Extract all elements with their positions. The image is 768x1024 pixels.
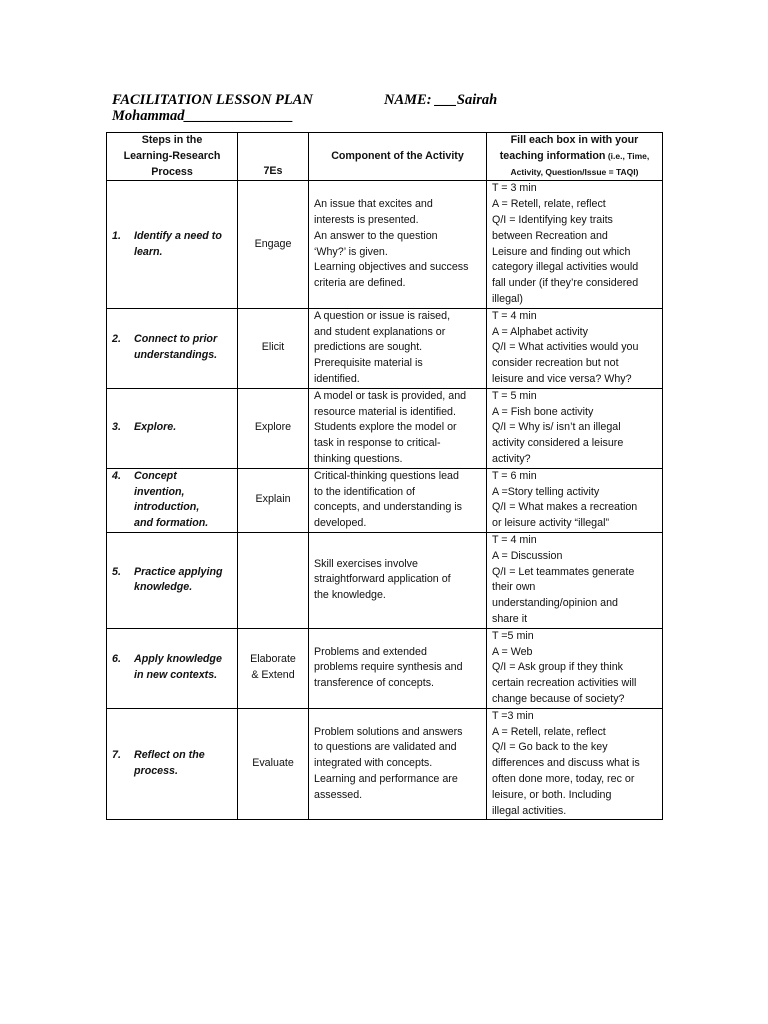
table-row	[107, 532, 663, 628]
seven-e-label: Explain	[255, 493, 291, 506]
step-number: 1.	[112, 229, 121, 242]
seven-e-cell	[238, 708, 309, 820]
component-text-line: Problems and extended	[314, 645, 427, 658]
component-cell	[309, 532, 487, 628]
component-text-line: An answer to the question	[314, 229, 438, 242]
step-cell	[107, 628, 238, 708]
step-text-line: Practice applying	[134, 565, 223, 578]
teaching-info-line: change because of society?	[492, 692, 625, 705]
component-cell	[309, 468, 487, 532]
teaching-info-line: A = Fish bone activity	[492, 405, 594, 418]
component-text-line: developed.	[314, 517, 367, 530]
component-text-line: A question or issue is raised,	[314, 309, 451, 322]
seven-e-cell	[238, 532, 309, 628]
component-text-line: A model or task is provided, and	[314, 389, 467, 402]
teaching-info-line: certain recreation activities will	[492, 677, 637, 690]
step-number: 6.	[112, 653, 121, 666]
component-text-line: Skill exercises involve	[314, 557, 418, 570]
component-cell	[309, 708, 487, 820]
component-text-line: Learning and performance are	[314, 772, 458, 785]
component-column-header: Component of the Activity	[309, 133, 487, 181]
teaching-info-cell	[487, 628, 663, 708]
teaching-info-line: A = Web	[492, 645, 533, 658]
teaching-info-line: Q/I = What activities would you	[492, 341, 639, 354]
seven-e-cell	[238, 308, 309, 388]
component-text-line: Students explore the model or	[314, 421, 457, 434]
teaching-info-line: T = 4 min	[492, 309, 537, 322]
teaching-info-line: A = Retell, relate, reflect	[492, 725, 606, 738]
teaching-info-line: Q/I = Ask group if they think	[492, 661, 623, 674]
teaching-info-line: activity considered a leisure	[492, 437, 624, 450]
teaching-info-line: often done more, today, rec or	[492, 772, 635, 785]
teaching-info-line: fall under (if they’re considered	[492, 277, 639, 290]
step-number: 5.	[112, 565, 121, 578]
teaching-info-line: T = 3 min	[492, 182, 537, 195]
component-text-line: Learning objectives and success	[314, 261, 469, 274]
seven-e-label: Elaborate	[250, 653, 296, 666]
teaching-info-line: Leisure and finding out which	[492, 245, 631, 258]
teaching-info-line: Q/I = Let teammates generate	[492, 565, 635, 578]
component-text-line: resource material is identified.	[314, 405, 456, 418]
component-text-line: assessed.	[314, 788, 363, 801]
teaching-info-line: A = Alphabet activity	[492, 325, 588, 338]
teaching-info-line: Q/I = Identifying key traits	[492, 213, 613, 226]
teaching-info-line: their own	[492, 581, 536, 594]
component-text-line: predictions are sought.	[314, 341, 423, 354]
name-label: NAME: ___Sairah	[384, 92, 498, 108]
step-number: 4.	[112, 469, 121, 482]
component-text-line: the knowledge.	[314, 589, 386, 602]
teaching-info-line: illegal)	[492, 292, 523, 305]
step-cell	[107, 708, 238, 820]
component-text-line: Prerequisite material is	[314, 357, 423, 370]
table-row	[107, 308, 663, 388]
component-text-line: An issue that excites and	[314, 198, 433, 211]
7es-column-header: 7Es	[238, 133, 309, 181]
teaching-info-line: activity?	[492, 452, 531, 465]
lesson-plan-table	[106, 132, 663, 820]
teaching-info-line: T =3 min	[492, 709, 534, 722]
step-cell	[107, 308, 238, 388]
steps-column-header: Steps in the Learning-Research Process	[107, 133, 238, 181]
step-text-line: and formation.	[134, 517, 209, 530]
step-text-line: knowledge.	[134, 581, 193, 594]
table-row	[107, 181, 663, 308]
step-text-line: Connect to prior	[134, 333, 218, 346]
component-text-line: straightforward application of	[314, 573, 451, 586]
table-header-row	[107, 133, 663, 181]
seven-e-cell	[238, 628, 309, 708]
table-row	[107, 388, 663, 468]
teaching-info-line: share it	[492, 612, 528, 625]
component-cell	[309, 308, 487, 388]
step-cell	[107, 388, 238, 468]
step-text-line: Apply knowledge	[134, 653, 222, 666]
component-text-line: Critical-thinking questions lead	[314, 469, 459, 482]
component-text-line: criteria are defined.	[314, 277, 406, 290]
component-text-line: to questions are validated and	[314, 741, 457, 754]
step-cell	[107, 181, 238, 308]
seven-e-cell	[238, 181, 309, 308]
teaching-info-line: Q/I = Why is/ isn’t an illegal	[492, 421, 621, 434]
component-text-line: problems require synthesis and	[314, 661, 463, 674]
seven-e-label: Evaluate	[252, 757, 294, 770]
component-text-line: ‘Why?’ is given.	[314, 245, 388, 258]
teaching-info-line: A = Retell, relate, reflect	[492, 198, 606, 211]
component-text-line: integrated with concepts.	[314, 757, 433, 770]
teaching-info-line: T = 4 min	[492, 533, 537, 546]
teaching-info-cell	[487, 308, 663, 388]
name-line-2: Mohammad_______________	[112, 108, 294, 124]
teaching-info-line: category illegal activities would	[492, 261, 639, 274]
table-row	[107, 468, 663, 532]
teaching-info-line: between Recreation and	[492, 229, 608, 242]
teaching-info-line: leisure, or both. Including	[492, 788, 612, 801]
component-cell	[309, 628, 487, 708]
teaching-info-line: leisure and vice versa? Why?	[492, 372, 632, 385]
seven-e-label: & Extend	[251, 669, 295, 682]
teaching-info-line: T = 6 min	[492, 469, 537, 482]
step-text-line: learn.	[134, 245, 163, 258]
component-text-line: and student explanations or	[314, 325, 446, 338]
component-text-line: to the identification of	[314, 485, 416, 498]
step-text-line: Concept	[134, 469, 177, 482]
seven-e-label: Engage	[254, 237, 292, 250]
teaching-info-line: or leisure activity “illegal”	[492, 517, 610, 530]
component-text-line: transference of concepts.	[314, 677, 435, 690]
teaching-info-cell	[487, 388, 663, 468]
table-row	[107, 628, 663, 708]
step-text-line: invention,	[134, 485, 185, 498]
step-text-line: Reflect on the	[134, 749, 205, 762]
teaching-info-line: T =5 min	[492, 629, 534, 642]
component-cell	[309, 181, 487, 308]
teaching-info-line: A = Discussion	[492, 549, 563, 562]
teaching-info-cell	[487, 468, 663, 532]
step-text-line: process.	[134, 765, 178, 778]
teaching-info-line: consider recreation but not	[492, 357, 619, 370]
component-text-line: Problem solutions and answers	[314, 725, 463, 738]
teaching-info-line: T = 5 min	[492, 389, 537, 402]
component-text-line: thinking questions.	[314, 452, 403, 465]
table-row	[107, 708, 663, 820]
teaching-info-line: Q/I = What makes a recreation	[492, 501, 638, 514]
teaching-info-line: Q/I = Go back to the key	[492, 741, 608, 754]
teaching-info-line: understanding/opinion and	[492, 597, 618, 610]
teaching-info-column-header: Fill each box in with your teaching information (i.e., Time, Activity, Question/Issue = TAQI)	[487, 133, 663, 181]
step-cell	[107, 532, 238, 628]
step-text-line: understandings.	[134, 349, 218, 362]
teaching-info-cell	[487, 181, 663, 308]
teaching-info-line: differences and discuss what is	[492, 757, 640, 770]
step-text-line: introduction,	[134, 501, 200, 514]
document-header	[112, 92, 672, 124]
step-number: 3.	[112, 421, 121, 434]
component-text-line: identified.	[314, 372, 360, 385]
lesson-plan-title: FACILITATION LESSON PLAN	[112, 92, 313, 108]
teaching-info-line: A =Story telling activity	[492, 485, 600, 498]
teaching-info-cell	[487, 708, 663, 820]
step-text-line: Identify a need to	[134, 229, 222, 242]
teaching-info-line: illegal activities.	[492, 804, 567, 817]
component-cell	[309, 388, 487, 468]
step-cell	[107, 468, 238, 532]
component-text-line: interests is presented.	[314, 213, 419, 226]
step-text-line: Explore.	[134, 421, 177, 434]
component-text-line: task in response to critical-	[314, 437, 441, 450]
seven-e-cell	[238, 468, 309, 532]
teaching-info-cell	[487, 532, 663, 628]
seven-e-label: Explore	[254, 421, 292, 434]
step-text-line: in new contexts.	[134, 669, 218, 682]
step-number: 7.	[112, 749, 121, 762]
seven-e-cell	[238, 388, 309, 468]
step-number: 2.	[112, 333, 121, 346]
component-text-line: concepts, and understanding is	[314, 501, 462, 514]
seven-e-label: Elicit	[261, 341, 285, 354]
